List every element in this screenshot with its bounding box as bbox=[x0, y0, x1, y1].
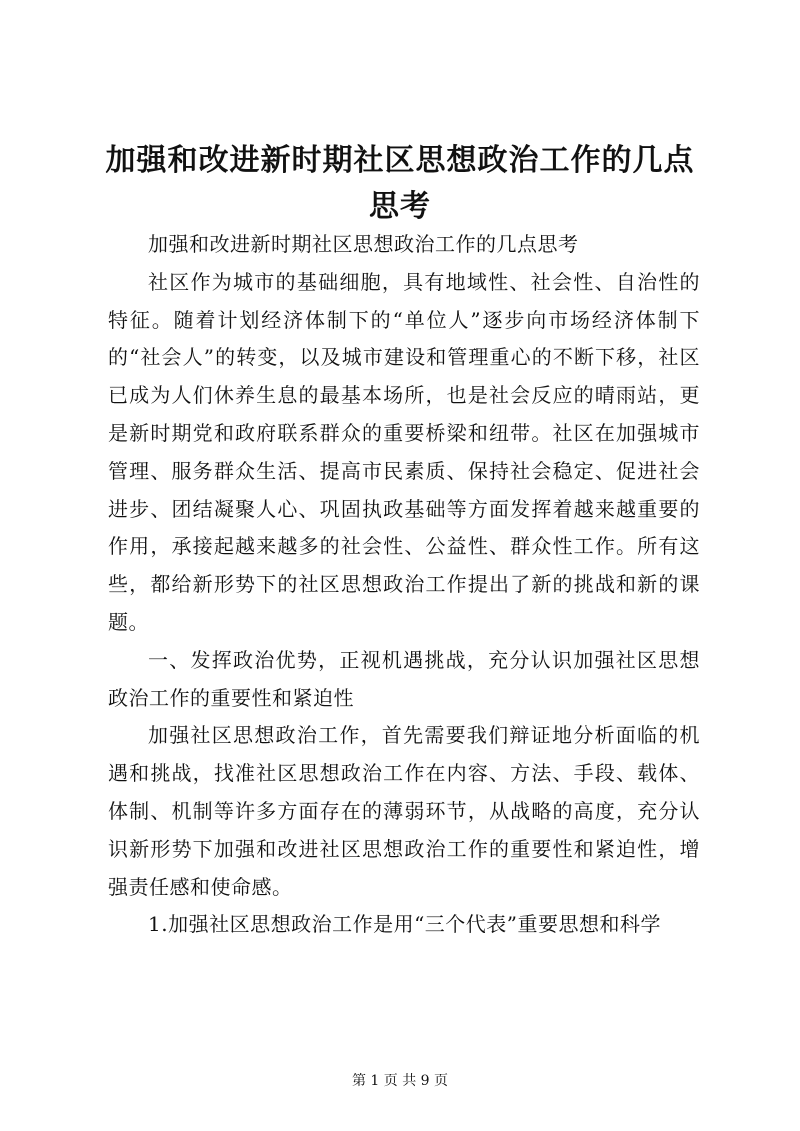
page-footer: 第 1 页 共 9 页 bbox=[351, 1073, 449, 1089]
document-title: 加强和改进新时期社区思想政治工作的几点思考 bbox=[105, 143, 695, 224]
paragraph-section-1: 加强社区思想政治工作，首先需要我们辩证地分析面临的机遇和挑战，找准社区思想政治工作在内容、方法、手段、载体、体制、机制等许多方面存在的薄弱环节，从战略的高度，充分认识新形势下加强和改进社区思想政治工作的重要性和紧迫性，增强责任感和使命感。 bbox=[108, 723, 700, 899]
paragraph-subtitle: 加强和改进新时期社区思想政治工作的几点思考 bbox=[148, 232, 579, 256]
document-body bbox=[108, 226, 700, 944]
paragraph-intro: 社区作为城市的基础细胞，具有地域性、社会性、自治性的特征。随着计划经济体制下的“单位人”逐步向市场经济体制下的“社会人”的转变，以及城市建设和管理重心的不断下移，社区已成为人们休养生息的最基本场所，也是社会反应的晴雨站，更是新时期党和政府联系群众的重要桥梁和纽带。社区在加强城市管理、服务群众生活、提高市民素质、保持社会稳定、促进社会进步、团结凝聚人心、巩固执政基础等方面发挥着越来越重要的作用，承接起越来越多的社会性、公益性、群众性工作。所有这些，都给新形势下的社区思想政治工作提出了新的挑战和新的课题。 bbox=[108, 269, 700, 634]
section-heading-1: 一、发挥政治优势，正视机遇挑战，充分认识加强社区思想政治工作的重要性和紧迫性 bbox=[108, 647, 700, 710]
paragraph-item-1: 1.加强社区思想政治工作是用“三个代表”重要思想和科学 bbox=[148, 912, 662, 937]
